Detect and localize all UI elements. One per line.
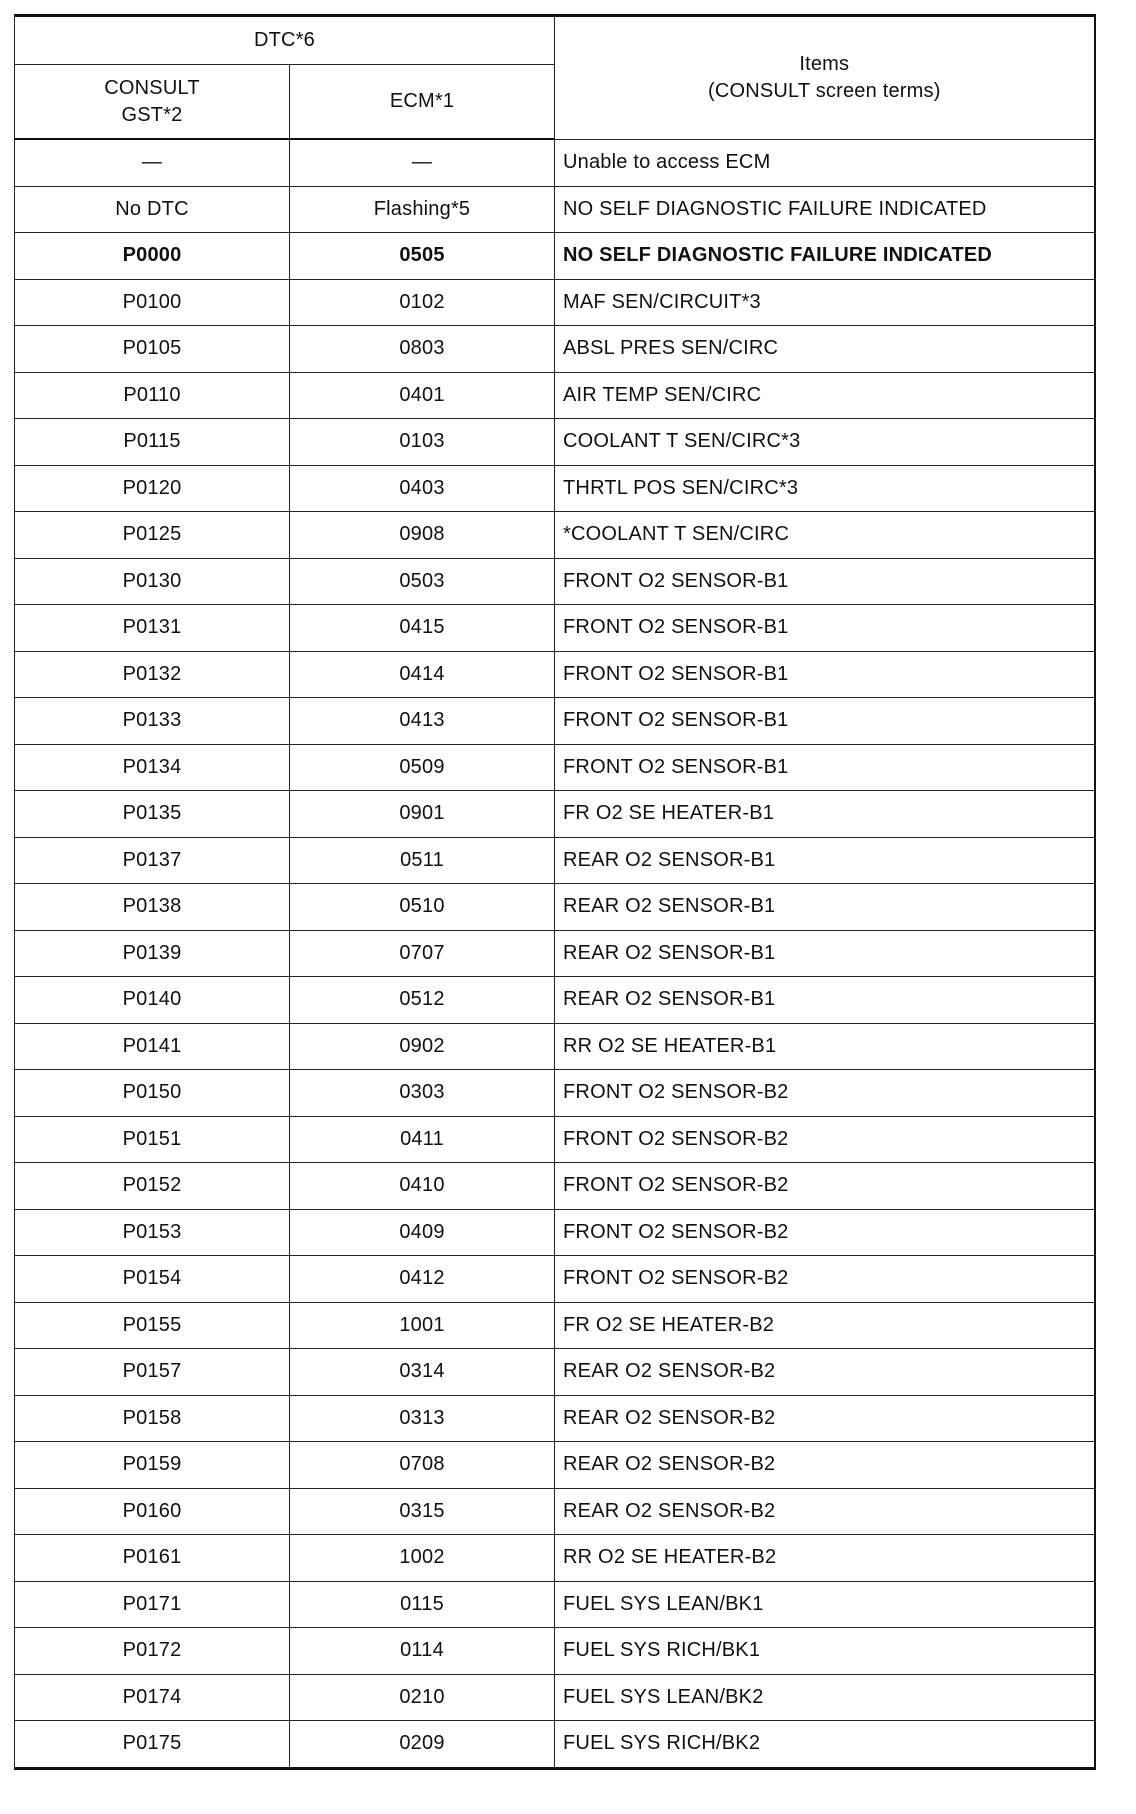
table-row bbox=[15, 512, 1095, 559]
header-row-group bbox=[15, 16, 1095, 65]
ecm-code-cell: 0103 bbox=[290, 419, 555, 466]
consult-gst-code-cell: P0100 bbox=[15, 279, 290, 326]
consult-gst-code-cell: P0115 bbox=[15, 419, 290, 466]
table-row bbox=[15, 884, 1095, 931]
consult-gst-code-cell: P0158 bbox=[15, 1395, 290, 1442]
ecm-code-cell: 0314 bbox=[290, 1349, 555, 1396]
item-description-cell: THRTL POS SEN/CIRC*3 bbox=[555, 465, 1095, 512]
consult-gst-code-cell: P0171 bbox=[15, 1581, 290, 1628]
item-description-cell: Unable to access ECM bbox=[555, 139, 1095, 186]
ecm-code-cell: 0511 bbox=[290, 837, 555, 884]
consult-gst-code-cell: P0131 bbox=[15, 605, 290, 652]
table-header bbox=[15, 16, 1095, 140]
items-header-text: Items (CONSULT screen terms) bbox=[707, 52, 941, 102]
table-row bbox=[15, 419, 1095, 466]
table-row bbox=[15, 1116, 1095, 1163]
table-row bbox=[15, 1256, 1095, 1303]
item-description-cell: NO SELF DIAGNOSTIC FAILURE INDICATED bbox=[555, 186, 1095, 233]
item-description-cell: REAR O2 SENSOR-B1 bbox=[555, 977, 1095, 1024]
consult-gst-code-cell: P0000 bbox=[15, 233, 290, 280]
consult-gst-code-cell: P0120 bbox=[15, 465, 290, 512]
consult-gst-code-cell: P0137 bbox=[15, 837, 290, 884]
ecm-code-cell: 0908 bbox=[290, 512, 555, 559]
dtc-group-header: DTC*6 bbox=[15, 16, 555, 65]
item-description-cell: MAF SEN/CIRCUIT*3 bbox=[555, 279, 1095, 326]
dtc-table bbox=[14, 14, 1096, 1770]
table-row bbox=[15, 1721, 1095, 1769]
consult-gst-code-cell: P0151 bbox=[15, 1116, 290, 1163]
ecm-code-cell: 0512 bbox=[290, 977, 555, 1024]
table-row bbox=[15, 744, 1095, 791]
table-row bbox=[15, 1209, 1095, 1256]
ecm-code-cell: 0503 bbox=[290, 558, 555, 605]
ecm-code-cell: 0902 bbox=[290, 1023, 555, 1070]
item-description-cell: COOLANT T SEN/CIRC*3 bbox=[555, 419, 1095, 466]
item-description-cell: FRONT O2 SENSOR-B2 bbox=[555, 1256, 1095, 1303]
ecm-code-cell: 0410 bbox=[290, 1163, 555, 1210]
ecm-code-cell: 1002 bbox=[290, 1535, 555, 1582]
ecm-code-cell: 0313 bbox=[290, 1395, 555, 1442]
item-description-cell: REAR O2 SENSOR-B2 bbox=[555, 1349, 1095, 1396]
table-body bbox=[15, 139, 1095, 1768]
ecm-code-cell: 1001 bbox=[290, 1302, 555, 1349]
item-description-cell: FUEL SYS LEAN/BK1 bbox=[555, 1581, 1095, 1628]
table-row bbox=[15, 1023, 1095, 1070]
table-row bbox=[15, 930, 1095, 977]
consult-gst-code-cell: — bbox=[15, 139, 290, 186]
consult-gst-code-cell: P0139 bbox=[15, 930, 290, 977]
item-description-cell: FUEL SYS LEAN/BK2 bbox=[555, 1674, 1095, 1721]
consult-gst-code-cell: P0132 bbox=[15, 651, 290, 698]
ecm-code-cell: Flashing*5 bbox=[290, 186, 555, 233]
item-description-cell: FUEL SYS RICH/BK2 bbox=[555, 1721, 1095, 1769]
ecm-header: ECM*1 bbox=[290, 65, 555, 140]
consult-gst-code-cell: P0130 bbox=[15, 558, 290, 605]
ecm-code-cell: 0209 bbox=[290, 1721, 555, 1769]
consult-gst-code-cell: P0172 bbox=[15, 1628, 290, 1675]
consult-gst-code-cell: P0175 bbox=[15, 1721, 290, 1769]
consult-gst-code-cell: P0174 bbox=[15, 1674, 290, 1721]
ecm-code-cell: 0509 bbox=[290, 744, 555, 791]
ecm-code-cell: 0401 bbox=[290, 372, 555, 419]
consult-gst-code-cell: P0140 bbox=[15, 977, 290, 1024]
item-description-cell: REAR O2 SENSOR-B2 bbox=[555, 1442, 1095, 1489]
ecm-code-cell: 0303 bbox=[290, 1070, 555, 1117]
ecm-code-cell: 0414 bbox=[290, 651, 555, 698]
item-description-cell: FRONT O2 SENSOR-B1 bbox=[555, 651, 1095, 698]
item-description-cell: AIR TEMP SEN/CIRC bbox=[555, 372, 1095, 419]
ecm-code-cell: 0412 bbox=[290, 1256, 555, 1303]
table-row bbox=[15, 977, 1095, 1024]
table-row bbox=[15, 791, 1095, 838]
table-row bbox=[15, 651, 1095, 698]
table-row bbox=[15, 186, 1095, 233]
ecm-code-cell: 0413 bbox=[290, 698, 555, 745]
table-row bbox=[15, 558, 1095, 605]
consult-gst-code-cell: P0125 bbox=[15, 512, 290, 559]
table-row bbox=[15, 372, 1095, 419]
ecm-code-cell: 0505 bbox=[290, 233, 555, 280]
item-description-cell: FR O2 SE HEATER-B2 bbox=[555, 1302, 1095, 1349]
ecm-code-cell: 0114 bbox=[290, 1628, 555, 1675]
table-row bbox=[15, 1442, 1095, 1489]
consult-gst-code-cell: P0154 bbox=[15, 1256, 290, 1303]
table-row bbox=[15, 465, 1095, 512]
consult-gst-code-cell: P0153 bbox=[15, 1209, 290, 1256]
ecm-code-cell: 0411 bbox=[290, 1116, 555, 1163]
item-description-cell: REAR O2 SENSOR-B1 bbox=[555, 837, 1095, 884]
consult-gst-code-cell: P0152 bbox=[15, 1163, 290, 1210]
table-row bbox=[15, 1302, 1095, 1349]
consult-gst-header bbox=[15, 65, 290, 140]
table-row bbox=[15, 139, 1095, 186]
item-description-cell: FUEL SYS RICH/BK1 bbox=[555, 1628, 1095, 1675]
item-description-cell: FRONT O2 SENSOR-B1 bbox=[555, 698, 1095, 745]
consult-gst-code-cell: P0133 bbox=[15, 698, 290, 745]
ecm-code-cell: 0707 bbox=[290, 930, 555, 977]
item-description-cell: FRONT O2 SENSOR-B2 bbox=[555, 1116, 1095, 1163]
consult-gst-code-cell: P0155 bbox=[15, 1302, 290, 1349]
table-row bbox=[15, 1581, 1095, 1628]
item-description-cell: REAR O2 SENSOR-B1 bbox=[555, 884, 1095, 931]
item-description-cell: FRONT O2 SENSOR-B1 bbox=[555, 605, 1095, 652]
table-row bbox=[15, 279, 1095, 326]
ecm-code-cell: 0409 bbox=[290, 1209, 555, 1256]
item-description-cell: NO SELF DIAGNOSTIC FAILURE INDICATED bbox=[555, 233, 1095, 280]
ecm-code-cell: 0803 bbox=[290, 326, 555, 373]
item-description-cell: RR O2 SE HEATER-B2 bbox=[555, 1535, 1095, 1582]
consult-gst-code-cell: P0134 bbox=[15, 744, 290, 791]
table-row bbox=[15, 837, 1095, 884]
item-description-cell: FRONT O2 SENSOR-B1 bbox=[555, 744, 1095, 791]
consult-gst-header-text: CONSULT GST*2 bbox=[104, 76, 200, 126]
consult-gst-code-cell: P0135 bbox=[15, 791, 290, 838]
item-description-cell: *COOLANT T SEN/CIRC bbox=[555, 512, 1095, 559]
consult-gst-code-cell: P0150 bbox=[15, 1070, 290, 1117]
table-row bbox=[15, 1628, 1095, 1675]
item-description-cell: FRONT O2 SENSOR-B2 bbox=[555, 1163, 1095, 1210]
table-row bbox=[15, 1674, 1095, 1721]
table-row bbox=[15, 233, 1095, 280]
consult-gst-code-cell: P0141 bbox=[15, 1023, 290, 1070]
item-description-cell: FR O2 SE HEATER-B1 bbox=[555, 791, 1095, 838]
ecm-code-cell: 0708 bbox=[290, 1442, 555, 1489]
ecm-code-cell: 0115 bbox=[290, 1581, 555, 1628]
table-row bbox=[15, 1488, 1095, 1535]
table-row bbox=[15, 605, 1095, 652]
ecm-code-cell: 0403 bbox=[290, 465, 555, 512]
item-description-cell: REAR O2 SENSOR-B2 bbox=[555, 1488, 1095, 1535]
item-description-cell: FRONT O2 SENSOR-B2 bbox=[555, 1070, 1095, 1117]
consult-gst-code-cell: P0138 bbox=[15, 884, 290, 931]
items-header bbox=[555, 16, 1095, 140]
consult-gst-code-cell: P0161 bbox=[15, 1535, 290, 1582]
table-row bbox=[15, 1395, 1095, 1442]
table-row bbox=[15, 1349, 1095, 1396]
consult-gst-code-cell: No DTC bbox=[15, 186, 290, 233]
item-description-cell: FRONT O2 SENSOR-B1 bbox=[555, 558, 1095, 605]
ecm-code-cell: 0315 bbox=[290, 1488, 555, 1535]
table-row bbox=[15, 1535, 1095, 1582]
table-row bbox=[15, 698, 1095, 745]
item-description-cell: RR O2 SE HEATER-B1 bbox=[555, 1023, 1095, 1070]
ecm-code-cell: 0102 bbox=[290, 279, 555, 326]
consult-gst-code-cell: P0160 bbox=[15, 1488, 290, 1535]
item-description-cell: REAR O2 SENSOR-B1 bbox=[555, 930, 1095, 977]
ecm-code-cell: 0415 bbox=[290, 605, 555, 652]
document-page bbox=[14, 14, 1094, 1770]
item-description-cell: FRONT O2 SENSOR-B2 bbox=[555, 1209, 1095, 1256]
ecm-code-cell: — bbox=[290, 139, 555, 186]
table-row bbox=[15, 1070, 1095, 1117]
ecm-code-cell: 0210 bbox=[290, 1674, 555, 1721]
consult-gst-code-cell: P0110 bbox=[15, 372, 290, 419]
consult-gst-code-cell: P0157 bbox=[15, 1349, 290, 1396]
ecm-code-cell: 0901 bbox=[290, 791, 555, 838]
consult-gst-code-cell: P0105 bbox=[15, 326, 290, 373]
table-row bbox=[15, 326, 1095, 373]
item-description-cell: ABSL PRES SEN/CIRC bbox=[555, 326, 1095, 373]
table-row bbox=[15, 1163, 1095, 1210]
ecm-code-cell: 0510 bbox=[290, 884, 555, 931]
consult-gst-code-cell: P0159 bbox=[15, 1442, 290, 1489]
item-description-cell: REAR O2 SENSOR-B2 bbox=[555, 1395, 1095, 1442]
